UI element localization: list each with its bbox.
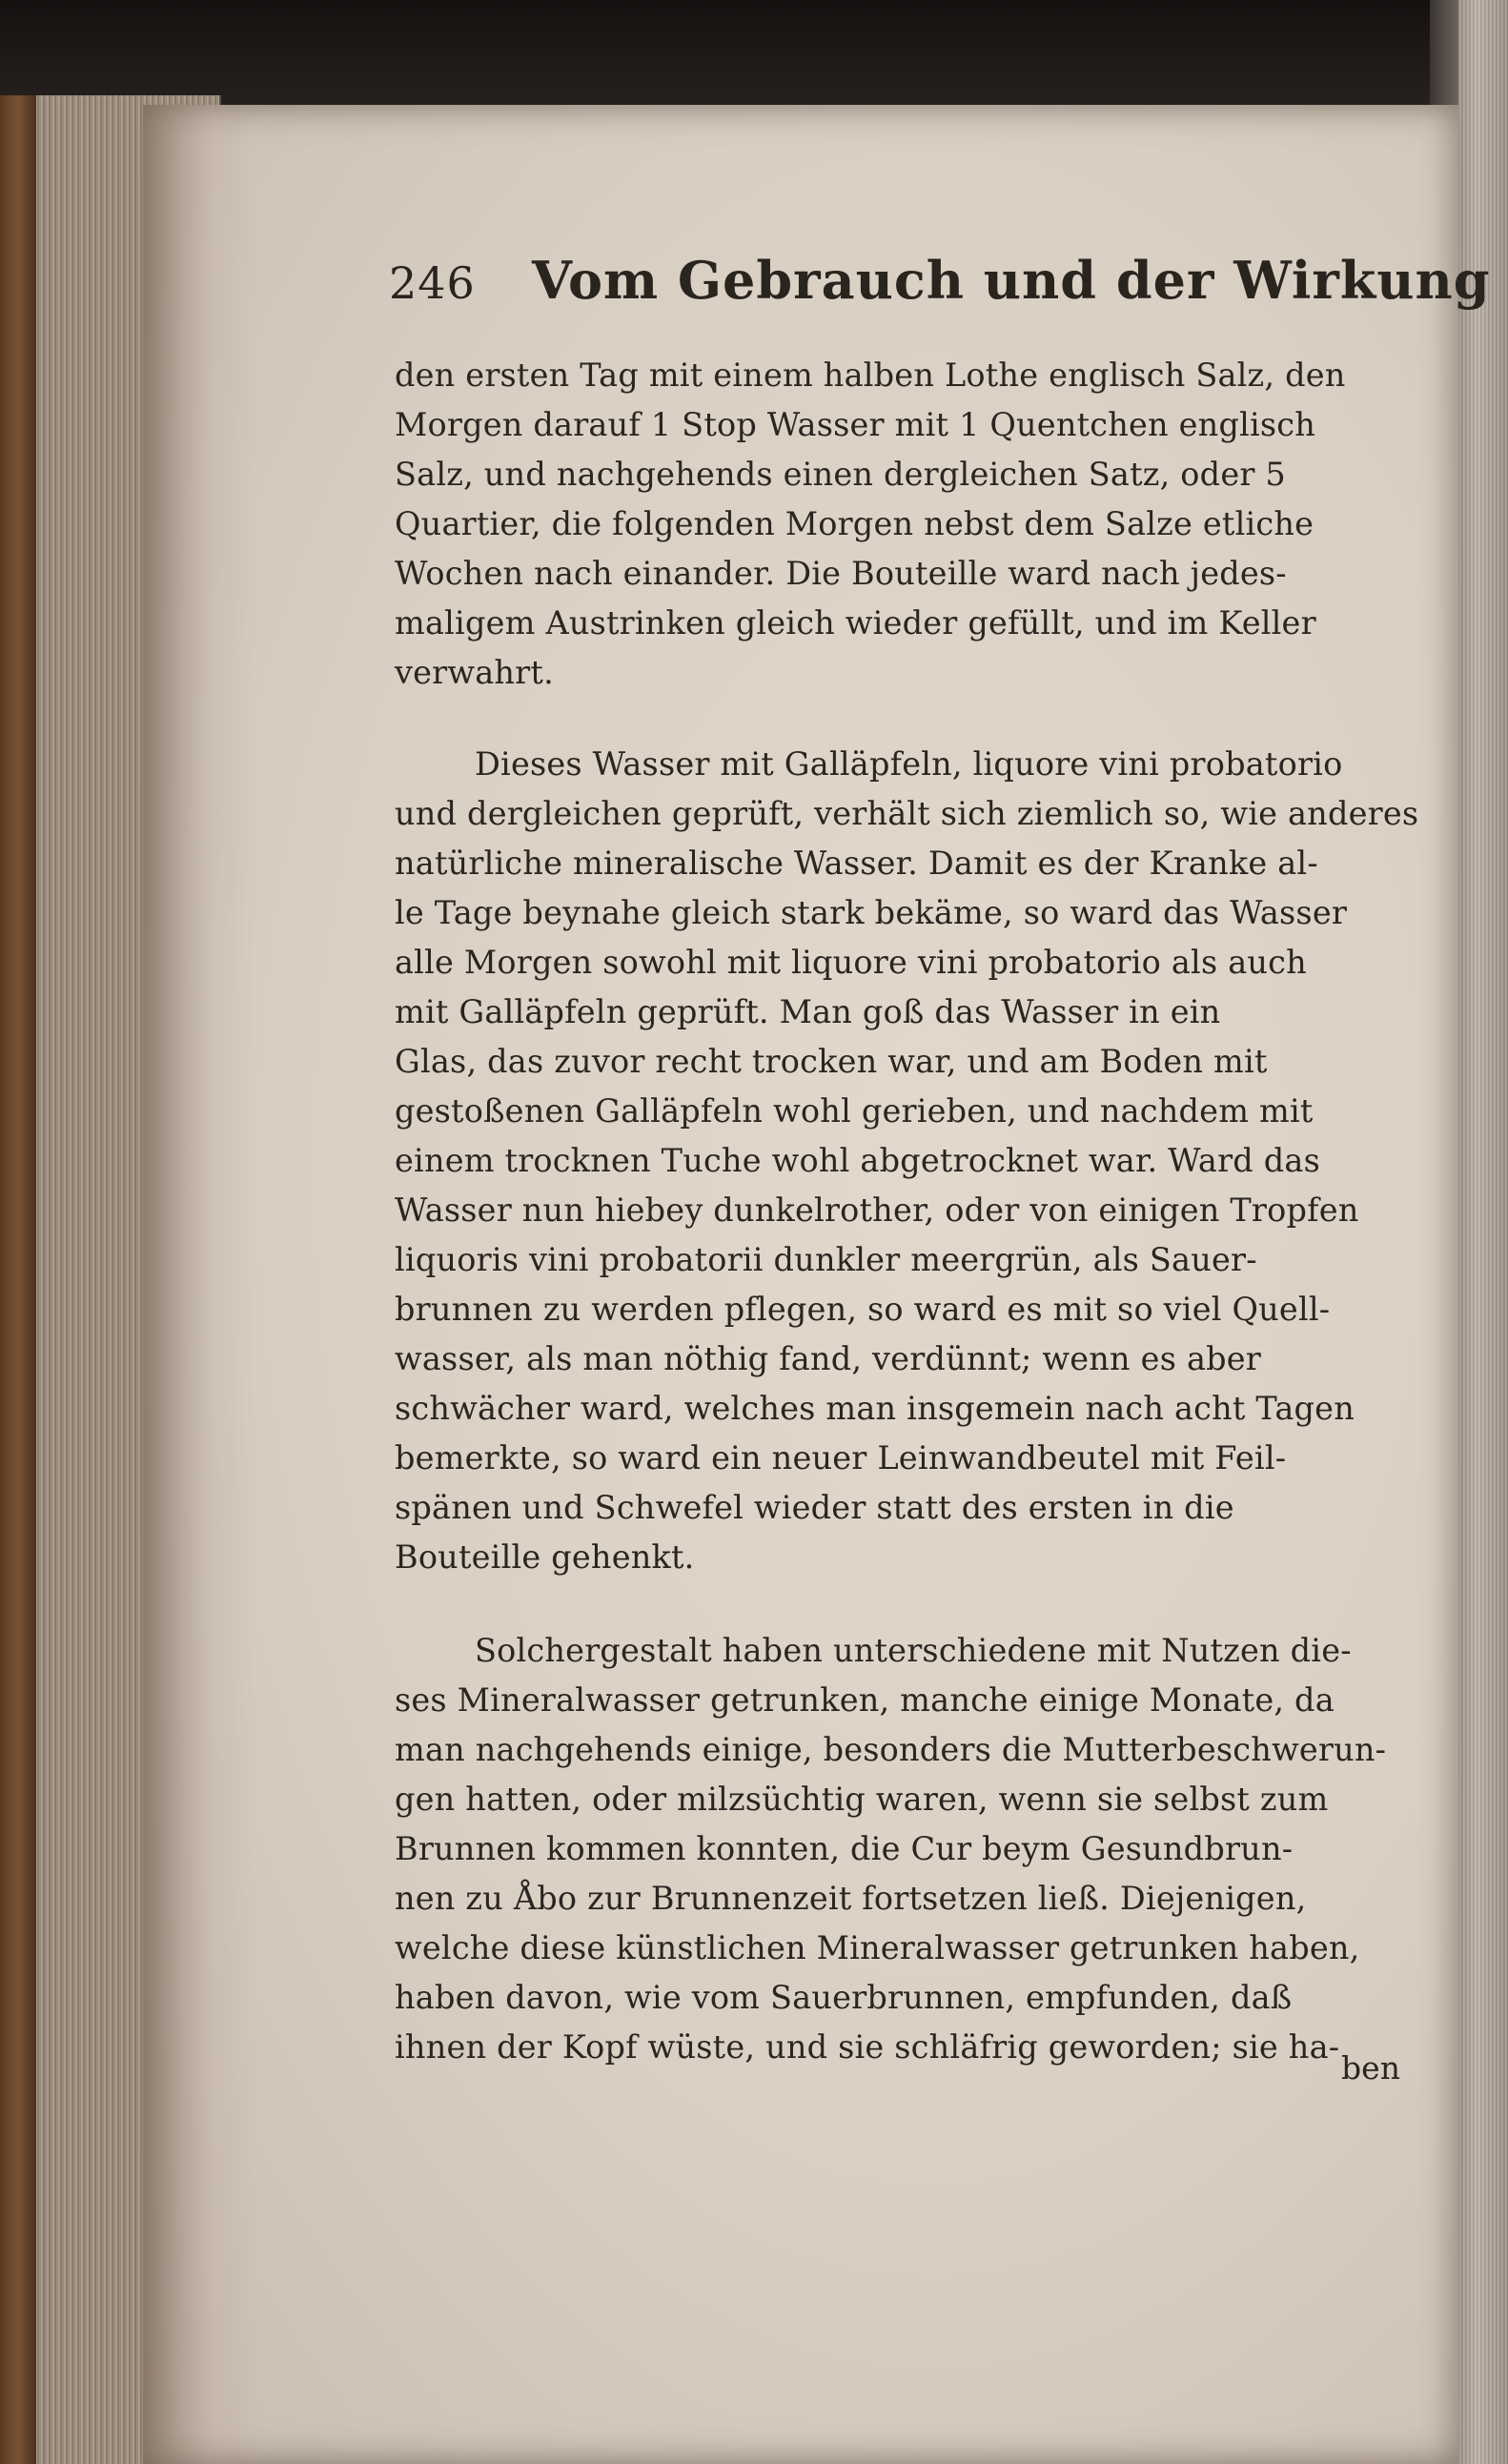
text-line: Wasser nun hiebey dunkelrother, oder von einigen Tropfen bbox=[395, 1191, 1359, 1229]
text-line: welche diese künstlichen Mineralwasser getrunken haben, bbox=[395, 1929, 1360, 1966]
running-title: Vom Gebrauch und der Wirkung bbox=[532, 250, 1491, 311]
text-line: Salz, und nachgehends einen dergleichen Satz, oder 5 bbox=[395, 456, 1286, 493]
text-line: und dergleichen geprüft, verhält sich ziemlich so, wie anderes bbox=[395, 795, 1419, 832]
gutter-shadow bbox=[143, 105, 257, 2464]
text-line: schwächer ward, welches man insgemein nach acht Tagen bbox=[395, 1390, 1355, 1427]
text-line: ihnen der Kopf wüste, und sie schläfrig geworden; sie ha- bbox=[395, 2028, 1340, 2066]
text-line: Morgen darauf 1 Stop Wasser mit 1 Quentchen englisch bbox=[395, 406, 1316, 443]
page-number: 246 bbox=[389, 257, 476, 309]
text-line: gestoßenen Galläpfeln wohl gerieben, und nachdem mit bbox=[395, 1092, 1314, 1130]
text-line: maligem Austrinken gleich wieder gefüllt, und im Keller bbox=[395, 604, 1316, 641]
text-line: Quartier, die folgenden Morgen nebst dem Salze etliche bbox=[395, 505, 1314, 542]
catchword: ben bbox=[1341, 2049, 1400, 2087]
text-line: spänen und Schwefel wieder statt des ersten in die bbox=[395, 1489, 1234, 1526]
text-line: den ersten Tag mit einem halben Lothe englisch Salz, den bbox=[395, 356, 1346, 394]
text-line: nen zu Åbo zur Brunnenzeit fortsetzen ließ. Diejenigen, bbox=[395, 1880, 1307, 1917]
text-line: Brunnen kommen konnten, die Cur beym Gesundbrun- bbox=[395, 1830, 1294, 1867]
text-line: bemerkte, so ward ein neuer Leinwandbeutel mit Feil- bbox=[395, 1439, 1287, 1476]
text-line: Glas, das zuvor recht trocken war, und am Boden mit bbox=[395, 1043, 1268, 1080]
text-line: wasser, als man nöthig fand, verdünnt; wenn es aber bbox=[395, 1340, 1262, 1377]
text-line: einem trocknen Tuche wohl abgetrocknet war. Ward das bbox=[395, 1142, 1320, 1179]
text-line: Bouteille gehenkt. bbox=[395, 1538, 695, 1576]
book-cover-edge bbox=[0, 95, 36, 2464]
text-line: haben davon, wie vom Sauerbrunnen, empfunden, daß bbox=[395, 1979, 1293, 2016]
text-line: man nachgehends einige, besonders die Mutterbeschwerun- bbox=[395, 1731, 1387, 1768]
text-line: brunnen zu werden pflegen, so ward es mit so viel Quell- bbox=[395, 1291, 1331, 1328]
text-line: Dieses Wasser mit Galläpfeln, liquore vini probatorio bbox=[475, 745, 1343, 783]
text-line: Wochen nach einander. Die Bouteille ward nach jedes- bbox=[395, 555, 1287, 592]
text-line: gen hatten, oder milzsüchtig waren, wenn sie selbst zum bbox=[395, 1781, 1329, 1818]
page-header bbox=[389, 250, 1491, 316]
text-line: liquoris vini probatorii dunkler meergrün, als Sauer- bbox=[395, 1241, 1257, 1278]
right-page-edges bbox=[1458, 0, 1508, 2464]
text-line: le Tage beynahe gleich stark bekäme, so ward das Wasser bbox=[395, 894, 1348, 931]
text-line: verwahrt. bbox=[395, 654, 554, 691]
text-line: alle Morgen sowohl mit liquore vini probatorio als auch bbox=[395, 944, 1307, 981]
text-line: Solchergestalt haben unterschiedene mit Nutzen die- bbox=[475, 1632, 1352, 1669]
text-line: natürliche mineralische Wasser. Damit es der Kranke al- bbox=[395, 845, 1318, 882]
text-line: mit Galläpfeln geprüft. Man goß das Wasser in ein bbox=[395, 993, 1221, 1030]
text-line: ses Mineralwasser getrunken, manche einige Monate, da bbox=[395, 1681, 1335, 1719]
